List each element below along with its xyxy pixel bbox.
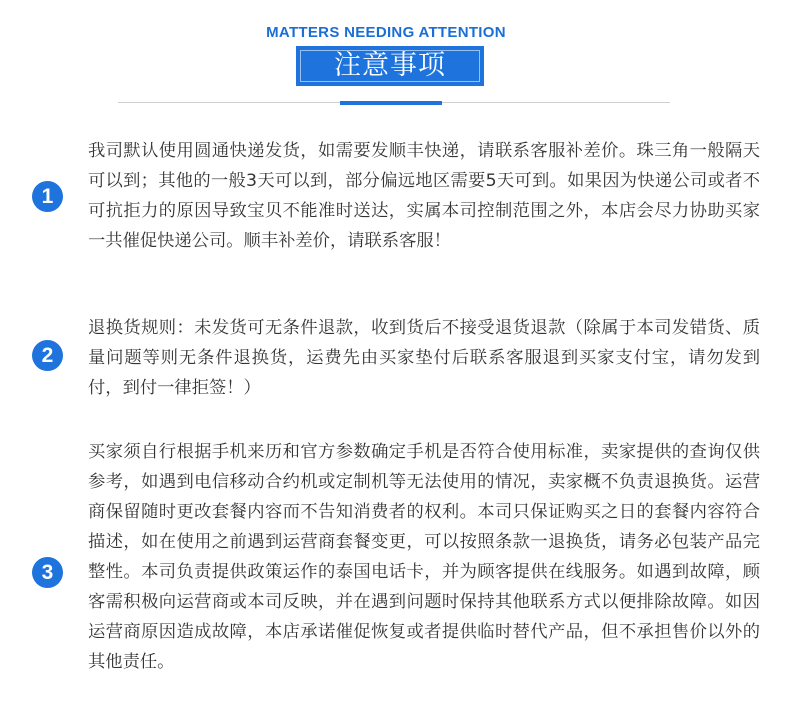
notice-text: 我司默认使用圆通快递发货，如需要发顺丰快递，请联系客服补差价。珠三角一般隔天可以到；其他的一般3天可以到，部分偏远地区需要5天可到。如果因为快递公司或者不可抗拒力的原因导致宝贝不能准时送达，实属本司控制范围之外，本店会尽力协助买家一共催促快递公司。顺丰补差价，请联系客服！: [88, 141, 760, 251]
section-title: 注意事项: [334, 50, 446, 81]
section-title-box: [296, 46, 484, 86]
notice-text: 买家须自行根据手机来历和官方参数确定手机是否符合使用标准，卖家提供的查询仅供参考，如遇到电信移动合约机或定制机等无法使用的情况，卖家概不负责退换货。运营商保留随时更改套餐内容而不告知消费者的权利。本司只保证购买之日的套餐内容符合描述，如在使用之前遇到运营商套餐变更，可以按照条款一退换货，请务必包装产品完整性。本司负责提供政策运作的泰国电话卡，并为顾客提供在线服务。如遇到故障，顾客需积极向运营商或本司反映，并在遇到问题时保持其他联系方式以便排除故障。如因运营商原因造成故障，本店承诺催促恢复或者提供临时替代产品，但不承担售价以外的其他责任。: [88, 442, 760, 672]
notice-text: 退换货规则：未发货可无条件退款，收到货后不接受退货退款（除属于本司发错货、质量问题等则无条件退换货，运费先由买家垫付后联系客服退到买家支付宝，请勿发到付，到付一律拒签！）: [88, 318, 760, 398]
title-box-inner-border: [300, 50, 480, 82]
notice-number-badge: 2: [32, 340, 63, 371]
section-subtitle-en: MATTERS NEEDING ATTENTION: [266, 24, 506, 41]
notice-number-badge: 1: [32, 181, 63, 212]
notice-number-badge: 3: [32, 557, 63, 588]
title-divider-accent: [340, 101, 442, 105]
